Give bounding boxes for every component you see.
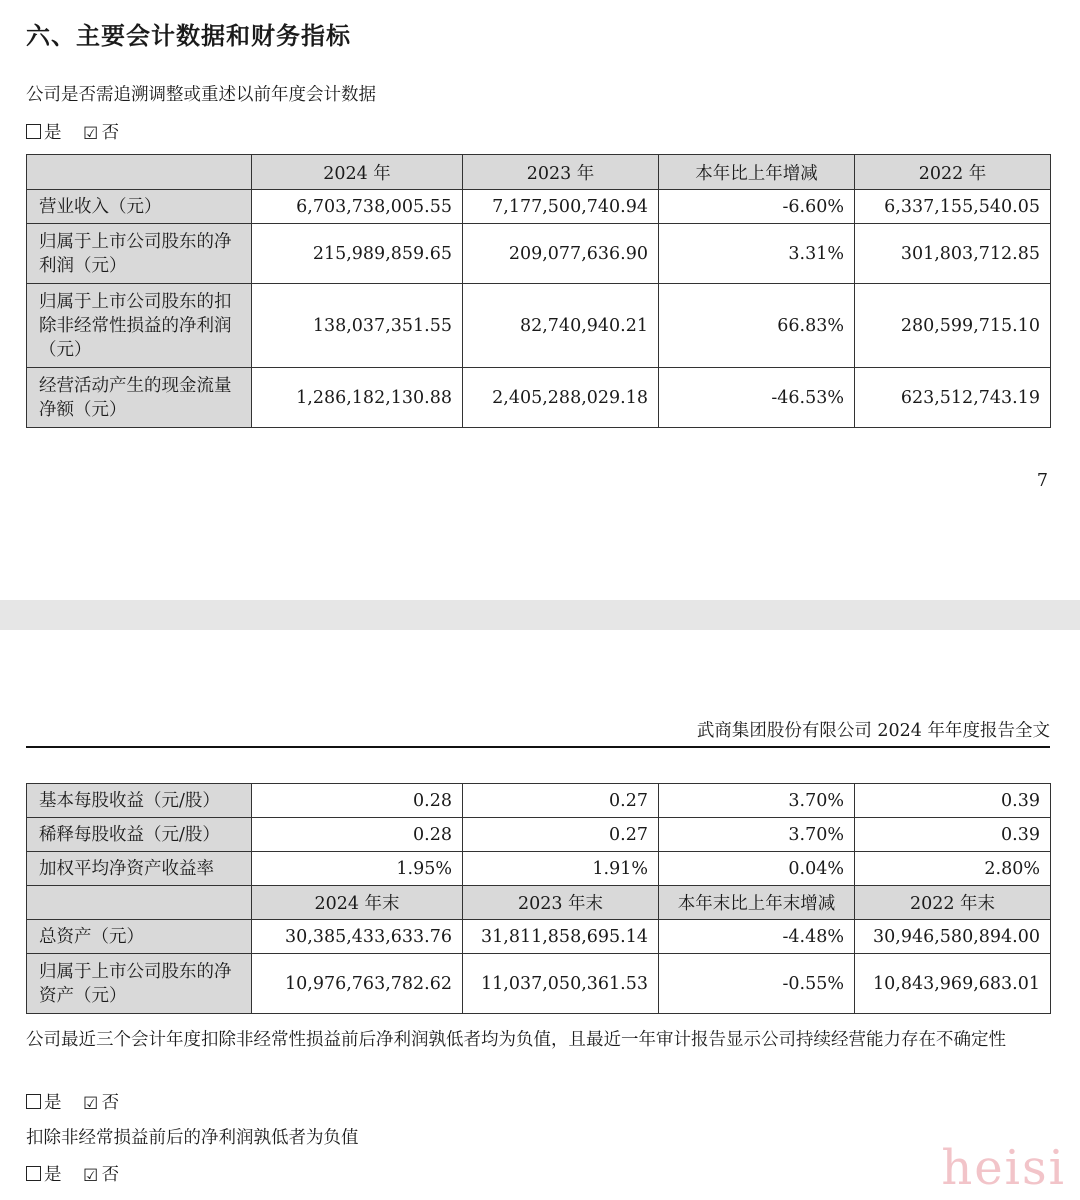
row-label-basic-eps: 基本每股收益（元/股） (27, 784, 252, 818)
cell: 6,337,155,540.05 (855, 190, 1051, 224)
cell: 30,946,580,894.00 (855, 920, 1051, 954)
checkbox-yes[interactable] (26, 1166, 41, 1181)
table-row (27, 284, 1051, 368)
cell: 0.28 (252, 784, 463, 818)
table-row (27, 852, 1051, 886)
row-label-revenue: 营业收入（元） (27, 190, 252, 224)
header-2024: 2024 年 (252, 155, 463, 190)
cell: 66.83% (659, 284, 855, 368)
header-2023: 2023 年 (463, 155, 659, 190)
cell: -0.55% (659, 954, 855, 1014)
cell: 138,037,351.55 (252, 284, 463, 368)
row-label-net-assets: 归属于上市公司股东的净资产（元） (27, 954, 252, 1014)
table-row (27, 818, 1051, 852)
checkbox-no-checked[interactable]: ☑ (83, 1094, 99, 1114)
header-corner (27, 886, 252, 920)
checkbox-yes[interactable] (26, 124, 41, 139)
negative-profit-question: 扣除非经常损益前后的净利润孰低者为负值 (26, 1128, 359, 1148)
cell: 10,976,763,782.62 (252, 954, 463, 1014)
cell: 0.39 (855, 784, 1051, 818)
header-change: 本年比上年增减 (659, 155, 855, 190)
cell: -6.60% (659, 190, 855, 224)
cell: 1.95% (252, 852, 463, 886)
going-concern-question: 公司最近三个会计年度扣除非经常性损益前后净利润孰低者均为负值，且最近一年审计报告显示公司持续经营能力存在不确定性 (26, 1030, 1006, 1050)
report-header: 武商集团股份有限公司 2024 年年度报告全文 (696, 721, 1050, 741)
page-number: 7 (1036, 471, 1048, 491)
cell: 0.04% (659, 852, 855, 886)
table1-header-row (27, 155, 1051, 190)
cell: 11,037,050,361.53 (463, 954, 659, 1014)
cell: 1.91% (463, 852, 659, 886)
header-corner (27, 155, 252, 190)
table2-header-row (27, 886, 1051, 920)
cell: 3.70% (659, 818, 855, 852)
going-concern-options (26, 1089, 119, 1114)
header-divider (26, 746, 1050, 748)
checkbox-yes-label: 是 (44, 1165, 62, 1185)
row-label-deducted-net-profit: 归属于上市公司股东的扣除非经常性损益的净利润（元） (27, 284, 252, 368)
checkbox-yes-label: 是 (44, 1093, 62, 1113)
cell: -46.53% (659, 368, 855, 428)
cell: 623,512,743.19 (855, 368, 1051, 428)
cell: 1,286,182,130.88 (252, 368, 463, 428)
checkbox-yes-label: 是 (44, 123, 62, 143)
checkbox-no-label: 否 (101, 123, 120, 143)
row-label-diluted-eps: 稀释每股收益（元/股） (27, 818, 252, 852)
cell: 10,843,969,683.01 (855, 954, 1051, 1014)
section-title: 六、主要会计数据和财务指标 (26, 22, 351, 50)
cell: 0.28 (252, 818, 463, 852)
cell: 0.39 (855, 818, 1051, 852)
table-row (27, 224, 1051, 284)
header-2022: 2022 年 (855, 155, 1051, 190)
page-gap (0, 600, 1080, 630)
cell: 209,077,636.90 (463, 224, 659, 284)
row-label-operating-cash-flow: 经营活动产生的现金流量净额（元） (27, 368, 252, 428)
cell: 0.27 (463, 784, 659, 818)
checkbox-no-label: 否 (101, 1165, 120, 1185)
financial-table-1 (26, 154, 1051, 428)
checkbox-no-label: 否 (101, 1093, 120, 1113)
cell: 6,703,738,005.55 (252, 190, 463, 224)
row-label-roe: 加权平均净资产收益率 (27, 852, 252, 886)
table-row (27, 190, 1051, 224)
header-2023-end: 2023 年末 (463, 886, 659, 920)
table-row (27, 368, 1051, 428)
cell: 7,177,500,740.94 (463, 190, 659, 224)
cell: 31,811,858,695.14 (463, 920, 659, 954)
header-change-end: 本年末比上年末增减 (659, 886, 855, 920)
cell: 280,599,715.10 (855, 284, 1051, 368)
restatement-options (26, 119, 119, 144)
cell: 82,740,940.21 (463, 284, 659, 368)
table-row (27, 784, 1051, 818)
row-label-total-assets: 总资产（元） (27, 920, 252, 954)
cell: 0.27 (463, 818, 659, 852)
checkbox-no-checked[interactable]: ☑ (83, 1166, 99, 1186)
cell: 30,385,433,633.76 (252, 920, 463, 954)
row-label-net-profit: 归属于上市公司股东的净利润（元） (27, 224, 252, 284)
checkbox-yes[interactable] (26, 1094, 41, 1109)
cell: 3.70% (659, 784, 855, 818)
cell: 215,989,859.65 (252, 224, 463, 284)
watermark: heisi (941, 1140, 1066, 1196)
cell: 2.80% (855, 852, 1051, 886)
cell: 3.31% (659, 224, 855, 284)
header-2024-end: 2024 年末 (252, 886, 463, 920)
cell: 301,803,712.85 (855, 224, 1051, 284)
table-row (27, 920, 1051, 954)
restatement-question: 公司是否需追溯调整或重述以前年度会计数据 (26, 85, 376, 105)
checkbox-no-checked[interactable]: ☑ (83, 124, 99, 144)
cell: 2,405,288,029.18 (463, 368, 659, 428)
financial-table-2 (26, 783, 1051, 1014)
negative-profit-options (26, 1161, 119, 1186)
cell: -4.48% (659, 920, 855, 954)
table-row (27, 954, 1051, 1014)
header-2022-end: 2022 年末 (855, 886, 1051, 920)
